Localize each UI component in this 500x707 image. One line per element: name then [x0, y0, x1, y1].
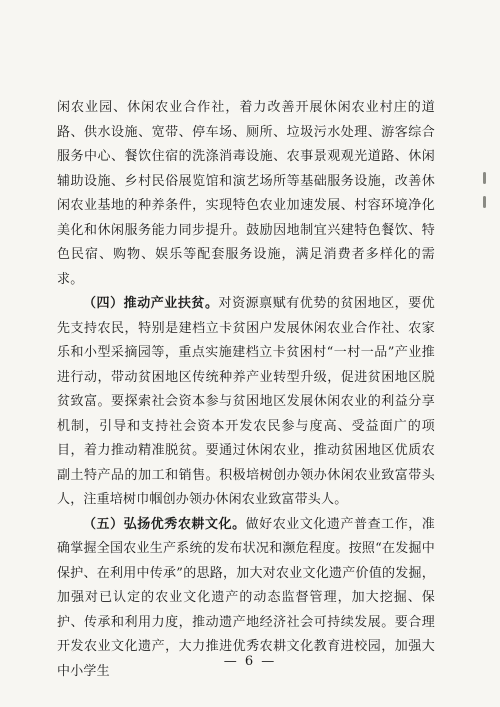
- section-heading-5: （五）弘扬优秀农耕文化。: [83, 516, 246, 532]
- binding-hole-mark: [483, 172, 486, 184]
- page-number: — 6 —: [223, 654, 277, 669]
- section-heading-4: （四）推动产业扶贫。: [83, 296, 219, 311]
- document-body: [57, 96, 435, 684]
- section-body-5: 做好农业文化遗产普查工作，准确掌握全国农业生产系统的发布状况和濒危程度。按照“在发掘中保护、在利用中传承”的思路，加大对农业文化遗产价值的发掘，加强对已认定的农业文化遗产的动态监督管理，加大挖掘、保护、传承和利用力度，推动遗产地经济社会可持续发展。要合理开发农业文化遗产，大力推进优秀农耕文化教育进校园，加强大中小学生: [57, 516, 435, 679]
- section-body-4: 对资源禀赋有优势的贫困地区，要优先支持农民，特别是建档立卡贫困户发展休闲农业合作社、农家乐和小型采摘园等，重点实施建档立卡贫困村“一村一品”产业推进行动，带动贫困地区传统种养产业转型升级，促进贫困地区脱贫致富。要探索社会资本参与贫困地区发展休闲农业的利益分享机制，引导和支持社会资本开发农民参与度高、受益面广的项目，着力推动精准脱贫。要通过休闲农业，推动贫困地区优质农副土特产品的加工和销售。积极培树创办领办休闲农业致富带头人，注重培树巾帼创办领办休闲农业致富带头人。: [57, 296, 435, 507]
- paragraph-section-4: [57, 292, 435, 513]
- binding-hole-mark: [483, 196, 486, 208]
- paragraph-continued: 闲农业园、休闲农业合作社，着力改善开展休闲农业村庄的道路、供水设施、宽带、停车场、厕所、垃圾污水处理、游客综合服务中心、餐饮住宿的洗涤消毒设施、农事景观观光道路、休闲辅助设施、乡村民俗展览馆和演艺场所等基础服务设施，改善休闲农业基地的种养条件，实现特色农业加速发展、村容环境净化美化和休闲服务能力同步提升。鼓励因地制宜兴建特色餐饮、特色民宿、购物、娱乐等配套服务设施，满足消费者多样化的需求。: [57, 100, 435, 287]
